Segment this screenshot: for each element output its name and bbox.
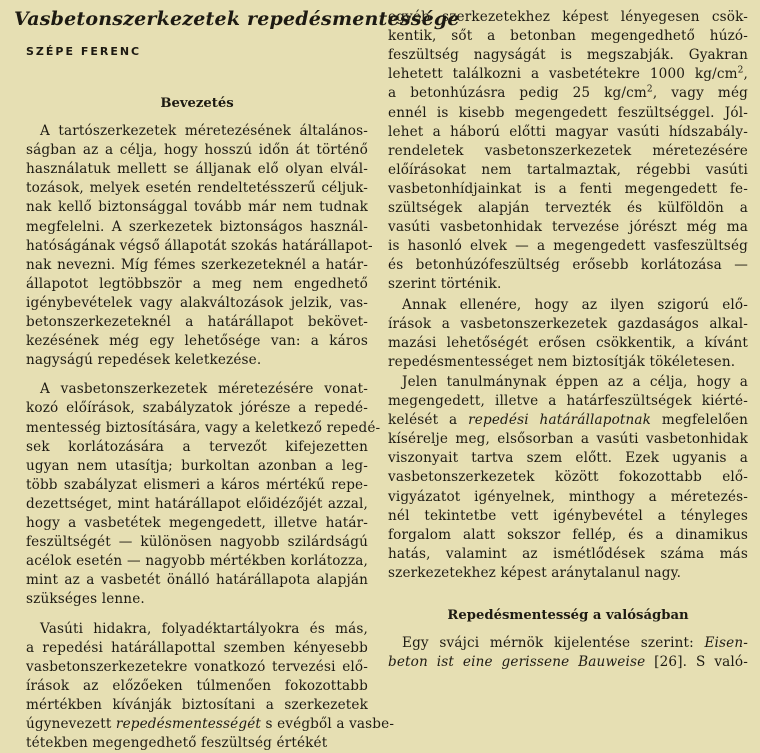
text-line: a betonhúzásra pedig 25 $kg/cm^2$, vagy még — [388, 84, 749, 102]
text-line: írások az előzőeken túlmenően fokozottabb — [26, 677, 368, 694]
text-line: Egy svájci mérnök kijelentése szerint: Eisen- — [402, 635, 748, 651]
text-line: mazási lehetőségét erősen csökkentik, a kívánt — [388, 334, 748, 351]
text-line: megengedett, illetve a határfeszültségek kiérté- — [388, 393, 748, 409]
text-line: vigyázatot igényelnek, minthogy a méretezés- — [388, 488, 748, 505]
text-line: rendeletek vasbetonszerkezetek méretezésére — [388, 142, 748, 159]
text-line: mentesség biztosítására, vagy a keletkező repedé- — [26, 419, 381, 436]
text-line: igénybevételek vagy alakváltozások jelzik, vas- — [26, 294, 368, 311]
text-line: acélok esetén — nagyobb mértékben korlátozza, — [26, 553, 368, 570]
text-line: sek korlátozására a tervezőt kifejezetten — [26, 438, 368, 455]
text-line: beton ist eine gerissene Bauweise [26]. S való- — [388, 654, 748, 670]
text-line: több szabályzat elismeri a káros mértékű repe- — [26, 476, 368, 493]
text-line: szükséges lenne. — [26, 591, 145, 608]
text-line: szerint történik. — [388, 276, 502, 293]
text-line: és betonhúzófeszültség erősebb korlátozása — — [388, 257, 748, 274]
text-line: forgalom alatt sokszor fellép, és a dinamikus — [388, 526, 748, 543]
text-line: lehetett találkozni a vasbetétekre 1000 $kg/cm^2$, — [388, 65, 748, 83]
text-line: viszonyait tartva szem előtt. Ezek ugyanis a — [388, 450, 748, 467]
text-line: A tartószerkezetek méretezésének általános- — [40, 123, 368, 139]
text-line: megfelelni. A szerkezetek biztonságos használ- — [26, 218, 368, 235]
text-line: vasbetonszerkezetekre vonatkozó tervezési elő- — [26, 658, 368, 675]
text-line: lehet a háború előtti magyar vasúti hídszabály- — [388, 123, 748, 140]
text-line: kezésének még egy lehetősége van: a káros — [26, 333, 368, 350]
text-line: hatás, valamint az ismétlődések száma más — [388, 545, 748, 562]
text-line: előírásokat nem tartalmaztak, régebbi vasúti — [388, 161, 748, 178]
text-line: írások a vasbetonszerkezetek gazdaságos alkal- — [388, 315, 748, 332]
text-line: hogy a vasbetétek megengedett, illetve határ- — [26, 515, 368, 531]
text-line: hatóságának végső állapotát szokás határállapot- — [26, 237, 373, 254]
text-line: feszültségét — különösen nagyobb szilárdságú — [26, 534, 368, 551]
text-line: kozó előírások, szabályzatok jórésze a repedé- — [26, 400, 368, 417]
text-line: nagyságú repedések keletkezése. — [26, 352, 262, 369]
text-line: ennél is kisebb megengedett feszültséggel. Jól- — [388, 104, 748, 121]
text-line: szerkezetekhez képest aránytalanul nagy. — [388, 564, 682, 581]
text-line: vasbetonhídjainkat is a fenti megengedett fe- — [388, 180, 748, 197]
section-heading-introduction: Bevezetés — [160, 96, 234, 111]
text-line: is hasonló elvek — a megengedett vasfeszültség — [388, 238, 748, 255]
text-line: betonszerkezeteknél a határállapot bekövet- — [26, 314, 368, 330]
text-line: használatuk mellett se álljanak elő olyan elvál- — [26, 161, 368, 178]
text-line: dezettséget, mint határállapot előidézőjét azzal, — [26, 495, 368, 512]
text-line: vasbetonszerkezetek között fokozottabb elő- — [388, 469, 748, 486]
text-line: a repedési határállapottal szemben kényesebb — [26, 639, 368, 656]
text-line: tétekben megengedhető feszültség értékét — [26, 735, 328, 752]
text-line: kísérelje meg, elsősorban a vasúti vasbetonhidak — [388, 431, 748, 448]
text-line: ugyan nem utasítja; burkoltan azonban a leg- — [26, 457, 368, 474]
text-line: vasúti vasbetonhidak tervezése jórészt még ma — [388, 219, 748, 236]
text-line: ságban az a célja, hogy hosszú időn át történő — [26, 142, 368, 159]
text-line: nak nevezni. Míg fémes szerkezeteknél a határ- — [26, 256, 368, 273]
text-line: nél tekintetbe vett igénybevétel a tényleges — [388, 507, 748, 524]
text-line: repedésmentességet nem biztosítják tökéletesen. — [388, 353, 736, 370]
text-line: A vasbetonszerkezetek méretezésére vonat- — [40, 381, 368, 398]
text-line: egyéb szerkezetekhez képest lényegesen csök- — [388, 9, 748, 25]
text-line: Jelen tanulmánynak éppen az a célja, hogy a — [402, 373, 748, 390]
article-title: Vasbetonszerkezetek repedésmentessége — [14, 8, 460, 30]
text-line: úgynevezett repedésmentességét s evégből a vasbe- — [26, 716, 395, 732]
article-author: SZÉPE FERENC — [26, 45, 142, 58]
text-line: tozások, melyek esetén rendeltetésszerű céljuk- — [26, 180, 368, 197]
text-line: kelését a repedési határállapotnak megfelelően — [388, 412, 749, 429]
text-line: Vasúti hidakra, folyadéktartályokra és más, — [40, 620, 368, 637]
text-line: állapotot legtöbbször a meg nem engedhető — [26, 275, 368, 292]
text-line: szültségek alapján tervezték és külföldön a — [388, 200, 748, 216]
text-line: mértékben kívánják biztosítani a szerkezetek — [26, 696, 368, 713]
text-line: nak kellő biztonsággal tovább már nem tudnak — [26, 199, 368, 216]
section-heading-reality: Repedésmentesség a valóságban — [447, 608, 689, 623]
text-line: kentik, sőt a betonban megengedhető húzó- — [388, 28, 748, 45]
text-line: Annak ellenére, hogy az ilyen szigorú elő- — [402, 296, 748, 313]
text-line: mint az a vasbetét önálló határállapota alapján — [26, 572, 368, 589]
text-line: feszültség nagyságát is megszabják. Gyakran — [388, 47, 748, 64]
